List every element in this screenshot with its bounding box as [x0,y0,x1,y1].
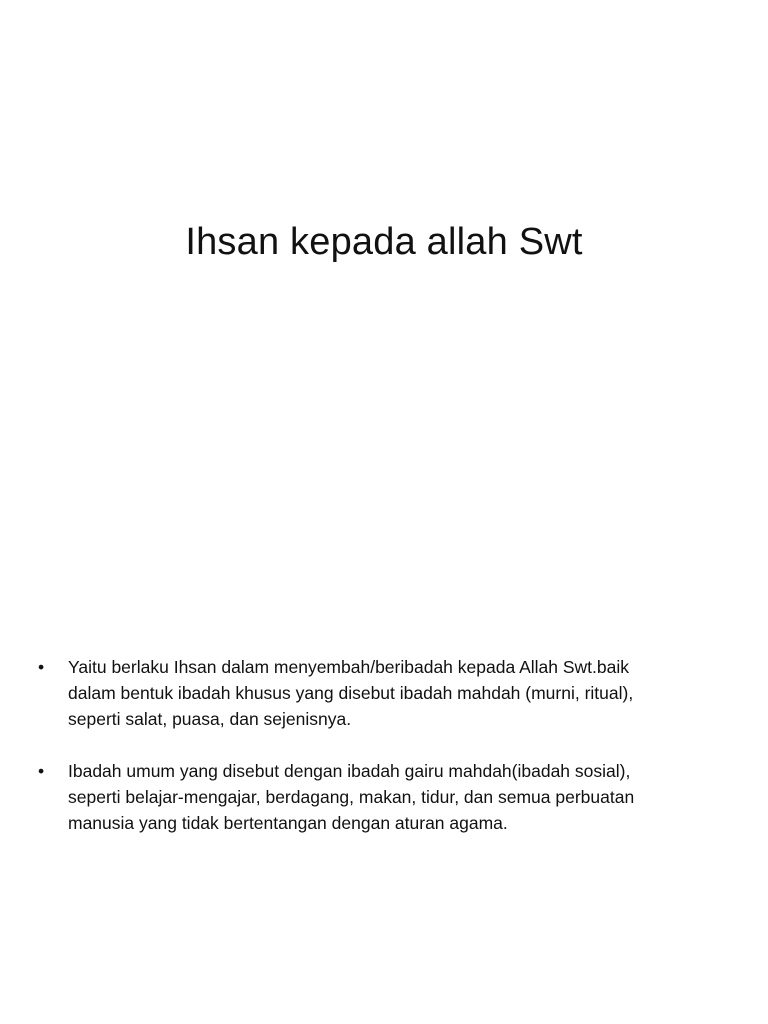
bullet-text-line: Yaitu berlaku Ihsan dalam menyembah/beribadah kepada Allah Swt.baik [68,657,629,677]
bullet-text-line: dalam bentuk ibadah khusus yang disebut ibadah mahdah (murni, ritual), [68,683,634,703]
bullet-item [38,654,718,732]
bullet-text-line: seperti salat, puasa, dan sejenisnya. [68,709,352,729]
bullet-marker: • [38,657,45,677]
slide-title: Ihsan kepada allah Swt [185,221,583,263]
bullet-text-line: Ibadah umum yang disebut dengan ibadah gairu mahdah(ibadah sosial), [68,761,631,781]
bullet-text-line: seperti belajar-mengajar, berdagang, makan, tidur, dan semua perbuatan [68,787,635,807]
bullet-marker: • [38,761,45,781]
bullet-item [38,758,718,836]
bullet-text-line: manusia yang tidak bertentangan dengan aturan agama. [68,813,508,833]
bullet-list [38,654,718,862]
